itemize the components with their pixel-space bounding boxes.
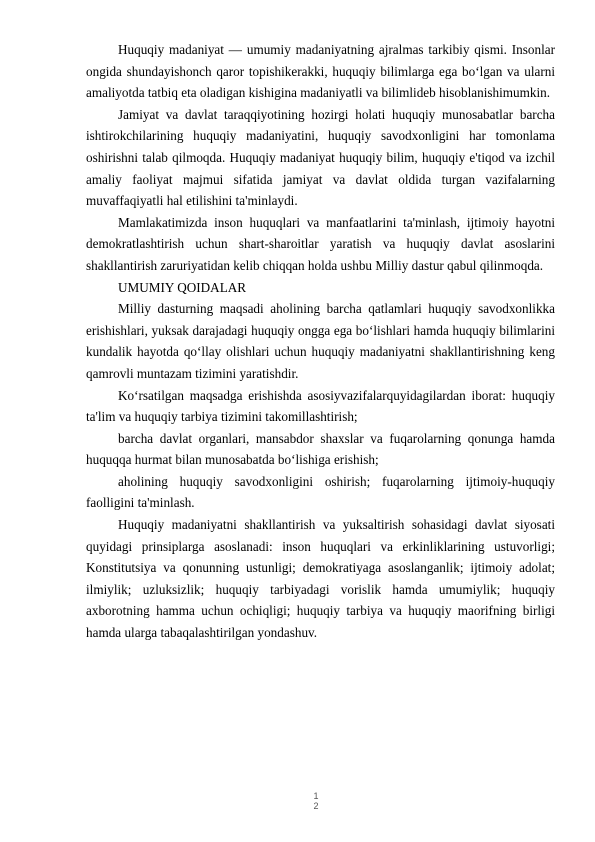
paragraph-legal-culture-intro: Huquqiy madaniyat — umumiy madaniyatning ajralmas tarkibiy qismi. Insonlar ongida shundayishonch qaror topishikerakki, huquqiy bilimlarga ega bo‘lgan va ularni amaliyotda tatbiq eta oladigan kishigina madaniyatli va bilimlideb hisoblanishimumkin. bbox=[86, 42, 555, 101]
paragraph-literacy-activity: aholining huquqiy savodxonligini oshirish; fuqarolarning ijtimoiy-huquqiy faolligini ta'minlash. bbox=[86, 473, 555, 511]
page-number bbox=[310, 791, 322, 811]
paragraph-society-state-progress: Jamiyat va davlat taraqqiyotining hozirgi holati huquqiy munosabatlar barcha ishtirokchilarining huquqiy madaniyatini, huquqiy savodxonligini har tomonlama oshirishni talab qilmoqda. Huquqiy madaniyat huquqiy bilim, huquqiy e'tiqod va izchil amaliy faoliyat majmui sifatida jamiyat va davlat oldida turgan vazifalarning muvaffaqiyatli hal etilishini ta'minlaydi. bbox=[86, 106, 555, 209]
paragraph-national-program: Mamlakatimizda inson huquqlari va manfaatlarini ta'minlash, ijtimoiy hayotni demokratlashtirish uchun shart-sharoitlar yaratish va huquqiy davlat asoslarini shakllantirish zaruriyatidan kelib chiqqan holda ushbu Milliy dastur qabul qilinmoqda. bbox=[86, 214, 555, 273]
section-heading-general-rules: UMUMIY QOIDALAR bbox=[118, 279, 247, 295]
page-number-line-2: 2 bbox=[313, 801, 319, 811]
document-body bbox=[86, 39, 555, 644]
paragraph-main-tasks: Ko‘rsatilgan maqsadga erishishda asosiyvazifalarquyidagilardan iborat: huquqiy ta'lim va huquqiy tarbiya tizimini takomillashtirish; bbox=[86, 387, 555, 425]
paragraph-respect-for-law: barcha davlat organlari, mansabdor shaxslar va fuqarolarning qonunga hamda huquqqa hurmat bilan munosabatda bo‘lishiga erishish; bbox=[86, 430, 555, 468]
page-number-line-1: 1 bbox=[313, 791, 319, 801]
paragraph-program-goal: Milliy dasturning maqsadi aholining barcha qatlamlari huquqiy savodxonlikka erishishlari, yuksak darajadagi huquqiy ongga ega bo‘lishlari hamda huquqiy bilimlarini kundalik hayotda qo‘llay olishlari uchun huquqiy madaniyatni shakllantirishning keng qamrovli muntazam tizimini yaratishdir. bbox=[86, 301, 555, 381]
paragraph-state-policy-principles: Huquqiy madaniyatni shakllantirish va yuksaltirish sohasidagi davlat siyosati quyidagi prinsiplarga asoslanadi: inson huquqlari va erkinliklarining ustuvorligi; Konstitutsiya va qonunning ustunligi; demokratiyaga asoslanganlik; ijtimoiy adolat; ilmiylik; uzluksizlik; huquqiy tarbiyadagi vorislik hamda umumiylik; huquqiy axborotning hamma uchun ochiqligi; huquqiy tarbiya va huquqiy maorifning birligi hamda ularga tabaqalashtirilgan yondashuv. bbox=[86, 517, 555, 641]
